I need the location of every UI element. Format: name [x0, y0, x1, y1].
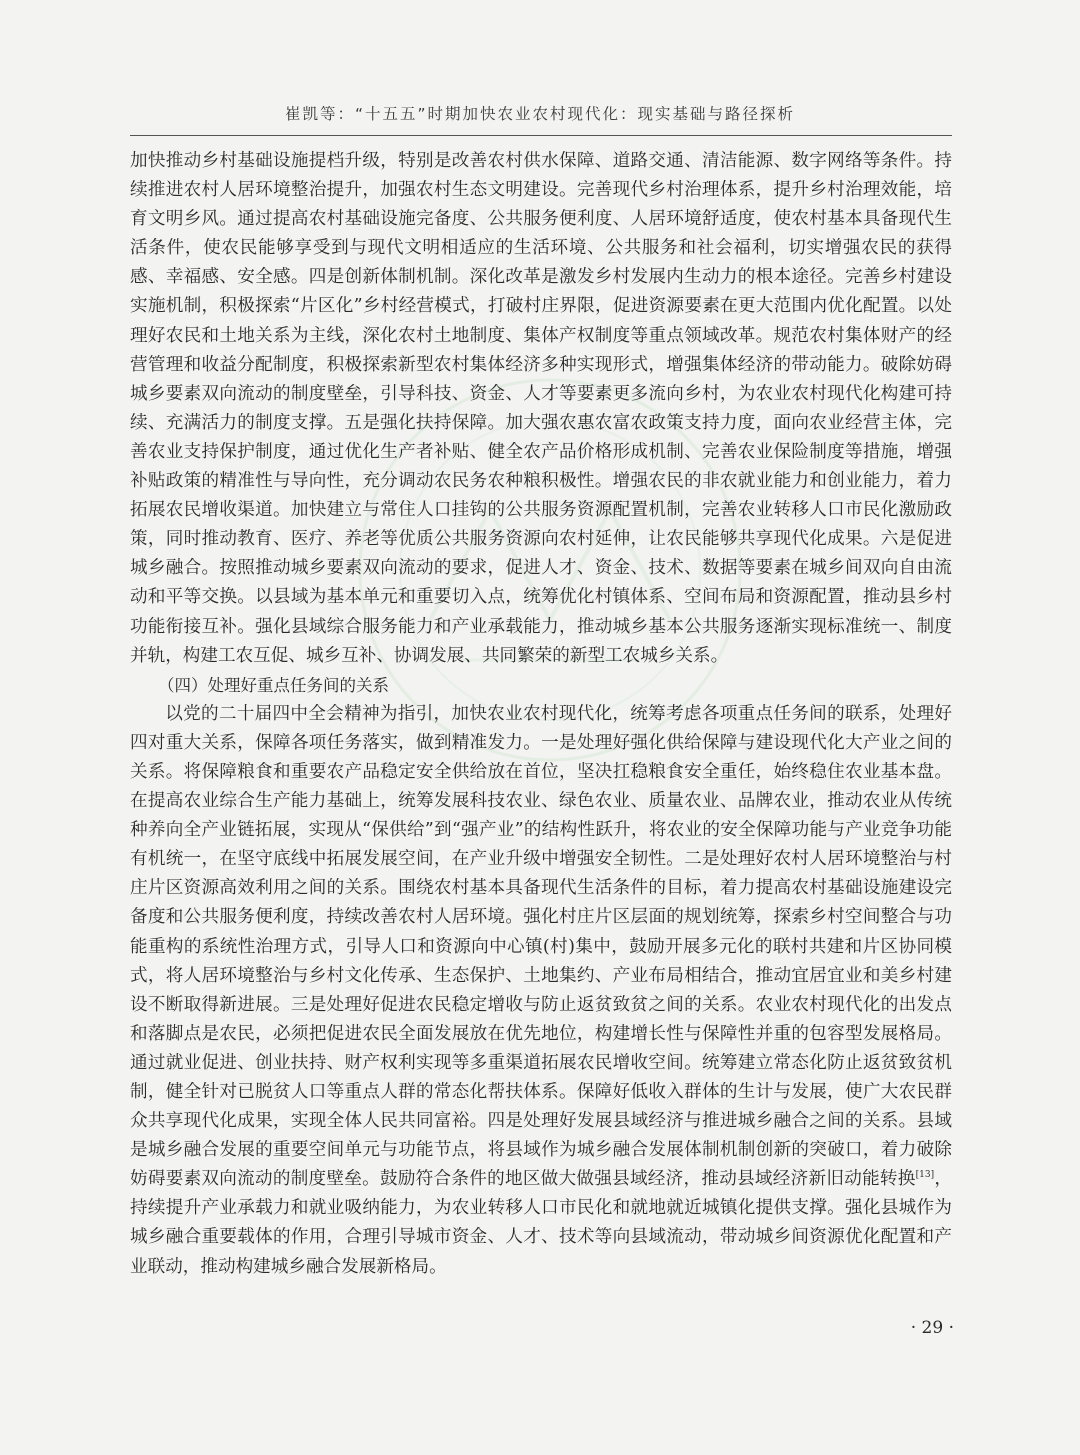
paragraph-continued: 加快推动乡村基础设施提档升级，特别是改善农村供水保障、道路交通、清洁能源、数字网络等条件。持续推进农村人居环境整治提升，加强农村生态文明建设。完善现代乡村治理体系，提升乡村治理效能，培育文明乡风。通过提高农村基础设施完备度、公共服务便利度、人居环境舒适度，使农村基本具备现代生活条件，使农民能够享受到与现代文明相适应的生活环境、公共服务和社会福利，切实增强农民的获得感、幸福感、安全感。四是创新体制机制。深化改革是激发乡村发展内生动力的根本途径。完善乡村建设实施机制，积极探索“片区化”乡村经营模式，打破村庄界限，促进资源要素在更大范围内优化配置。以处理好农民和土地关系为主线，深化农村土地制度、集体产权制度等重点领域改革。规范农村集体财产的经营管理和收益分配制度，积极探索新型农村集体经济多种实现形式，增强集体经济的带动能力。破除妨碍城乡要素双向流动的制度壁垒，引导科技、资金、人才等要素更多流向乡村，为农业农村现代化构建可持续、充满活力的制度支撑。五是强化扶持保障。加大强农惠农富农政策支持力度，面向农业经营主体，完善农业支持保护制度，通过优化生产者补贴、健全农产品价格形成机制、完善农业保险制度等措施，增强补贴政策的精准性与导向性，充分调动农民务农种粮积极性。增强农民的非农就业能力和创业能力，着力拓展农民增收渠道。加快建立与常住人口挂钩的公共服务资源配置机制，完善农业转移人口市民化激励政策，同时推动教育、医疗、养老等优质公共服务资源向农村延伸，让农民能够共享现代化成果。六是促进城乡融合。按照推动城乡要素双向流动的要求，促进人才、资金、技术、数据等要素在城乡间双向自由流动和平等交换。以县域为基本单元和重要切入点，统筹优化村镇体系、空间布局和资源配置，推动县乡村功能衔接互补。强化县域综合服务能力和产业承载能力，推动城乡基本公共服务逐渐实现标准统一、制度并轨，构建工农互促、城乡互补、协调发展、共同繁荣的新型工农城乡关系。	[130, 151, 952, 666]
page-number: · 29 ·	[910, 1318, 954, 1338]
header-divider	[130, 135, 952, 136]
article-body	[130, 147, 952, 1282]
running-header: 崔凯等：“十五五”时期加快农业农村现代化：现实基础与路径探析	[284, 105, 796, 123]
paragraph-section-four	[130, 700, 952, 1282]
citation-marker[interactable]: [13]	[915, 1170, 935, 1181]
paragraph-text-part2: ，持续提升产业承载力和就业吸纳能力，为农业转移人口市民化和就地就近城镇化提供支撑。强化县城作为城乡融合重要载体的作用，合理引导城市资金、人才、技术等向县域流动，带动城乡间资源优化配置和产业联动，推动构建城乡融合发展新格局。	[130, 1169, 952, 1277]
paragraph-text-part1: 以党的二十届四中全会精神为指引，加快农业农村现代化，统筹考虑各项重点任务间的联系，处理好四对重大关系，保障各项任务落实，做到精准发力。一是处理好强化供给保障与建设现代化大产业之间的关系。将保障粮食和重要农产品稳定安全供给放在首位，坚决扛稳粮食安全重任，始终稳住农业基本盘。在提高农业综合生产能力基础上，统筹发展科技农业、绿色农业、质量农业、品牌农业，推动农业从传统种养向全产业链拓展，实现从“保供给”到“强产业”的结构性跃升，将农业的安全保障功能与产业竞争功能有机统一，在坚守底线中拓展发展空间，在产业升级中增强安全韧性。二是处理好农村人居环境整治与村庄片区资源高效利用之间的关系。围绕农村基本具备现代生活条件的目标，着力提高农村基础设施建设完备度和公共服务便利度，持续改善农村人居环境。强化村庄片区层面的规划统筹，探索乡村空间整合与功能重构的系统性治理方式，引导人口和资源向中心镇(村)集中，鼓励开展多元化的联村共建和片区协同模式，将人居环境整治与乡村文化传承、生态保护、土地集约、产业布局相结合，推动宜居宜业和美乡村建设不断取得新进展。三是处理好促进农民稳定增收与防止返贫致贫之间的关系。农业农村现代化的出发点和落脚点是农民，必须把促进农民全面发展放在优先地位，构建增长性与保障性并重的包容型发展格局。通过就业促进、创业扶持、财产权利实现等多重渠道拓展农民增收空间。统筹建立常态化防止返贫致贫机制，健全针对已脱贫人口等重点人群的常态化帮扶体系。保障好低收入群体的生计与发展，使广大农民群众共享现代化成果，实现全体人民共同富裕。四是处理好发展县域经济与推进城乡融合之间的关系。县域是城乡融合发展的重要空间单元与功能节点，将县域作为城乡融合发展体制机制创新的突破口，着力破除妨碍要素双向流动的制度壁垒。鼓励符合条件的地区做大做强县域经济，推动县域经济新旧动能转换	[130, 703, 952, 1190]
section-heading: （四）处理好重点任务间的关系	[158, 675, 389, 695]
